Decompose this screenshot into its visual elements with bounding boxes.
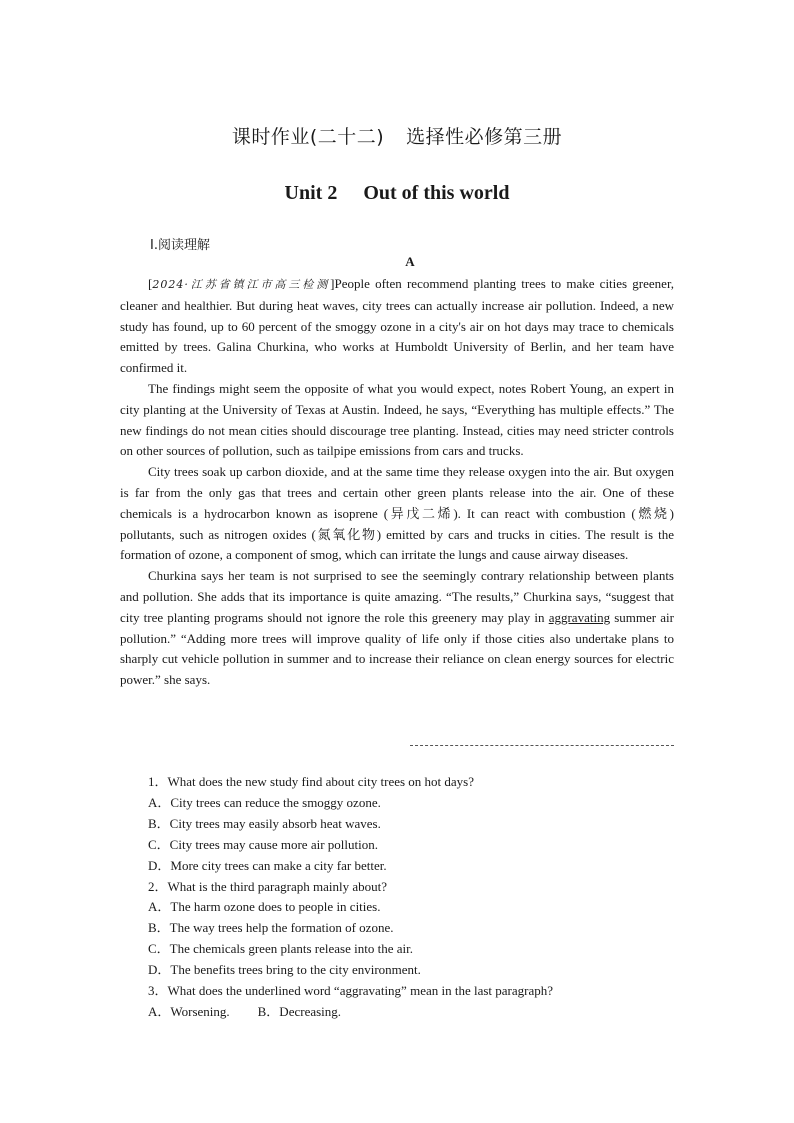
question-3-stem: 3．What does the underlined word “aggravating” mean in the last paragraph? <box>148 983 554 999</box>
question-1-option-b: B．City trees may easily absorb heat waves. <box>148 815 381 831</box>
paragraph-4 <box>120 566 674 691</box>
paragraph-4-part-1: Churkina says her team is not surprised to see the seemingly contrary relationship between plants and pollution. She adds that its importance is quite amazing. “The results,” Churkina says, “suggest that city tree planting programs should not ignore the role this greenery may play in <box>120 568 674 625</box>
question-3-option-a: A．Worsening. <box>148 1003 230 1019</box>
section-heading: Ⅰ.阅读理解 <box>150 238 210 253</box>
passage-body <box>120 274 674 691</box>
paragraph-3: City trees soak up carbon dioxide, and at the same time they release oxygen into the air. But oxygen is far from the only gas that trees and certain other green plants release into the air. One of these chemicals is a hydrocarbon known as isoprene (异戊二烯). It can react with combustion (燃烧) pollutants, such as nitrogen oxides (氮氧化物) emitted by cars and trucks in cities. The result is the formation of ozone, a component of smog, which can irritate the lungs and cause airway diseases. <box>120 464 674 563</box>
title-left: 课时作业(二十二) <box>231 126 385 148</box>
question-2-option-c: C．The chemicals green plants release into the air. <box>148 941 413 957</box>
source-close: ] <box>330 276 335 291</box>
questions-block <box>148 772 553 1023</box>
dashed-divider <box>410 745 674 746</box>
passage-label: A <box>405 254 415 269</box>
unit-heading <box>0 182 794 205</box>
paragraph-4-part-2: summer air pollution.” “Adding more trees will improve quality of life only if those cities also undertake plans to sharply cut vehicle pollution in summer and to increase their reliance on clean energy sources for electric power.” she says. <box>120 609 674 688</box>
title-right: 选择性必修第三册 <box>406 126 563 148</box>
question-3-options <box>148 1002 553 1023</box>
question-1-stem: 1．What does the new study find about city trees on hot days? <box>148 774 475 789</box>
unit-title: Out of this world <box>363 182 510 204</box>
question-1-option-a: A．City trees can reduce the smoggy ozone. <box>148 794 381 810</box>
question-2-option-b: B．The way trees help the formation of ozone. <box>148 920 394 936</box>
question-3-option-b: B．Decreasing. <box>257 1003 342 1019</box>
question-2-stem: 2．What is the third paragraph mainly about? <box>148 878 387 894</box>
source-open: [ <box>148 276 153 291</box>
page-title <box>0 122 794 149</box>
paragraph-2: The findings might seem the opposite of what you would expect, notes Robert Young, an expert in city planting at the University of Texas at Austin. Indeed, he says, “Everything has multiple effects.” The new findings do not mean cities should discourage tree planting. Instead, cities may need stricter controls on other sources of pollution, such as tailpipe emissions from cars and trucks. <box>120 380 674 459</box>
paragraph-1 <box>120 274 674 379</box>
underlined-word: aggravating <box>548 609 611 625</box>
question-1-option-d: D．More city trees can make a city far better. <box>148 857 387 873</box>
paragraph-1-text: People often recommend planting trees to make cities greener, cleaner and healthier. But during heat waves, city trees can actually increase air pollution. Indeed, a new study has found, up to 60 percent of the smoggy ozone in a city's air on hot days may trace to chemicals emitted by trees. Galina Churkina, who works at Humboldt University of Berlin, and her team have confirmed it. <box>120 276 674 376</box>
question-1-option-c: C．City trees may cause more air pollution. <box>148 836 378 852</box>
question-2-option-d: D．The benefits trees bring to the city environment. <box>148 962 421 978</box>
unit-number: Unit 2 <box>284 182 338 204</box>
source-tag: 2024·江苏省镇江市高三检测 <box>152 278 331 291</box>
question-2-option-a: A．The harm ozone does to people in cities. <box>148 899 381 915</box>
